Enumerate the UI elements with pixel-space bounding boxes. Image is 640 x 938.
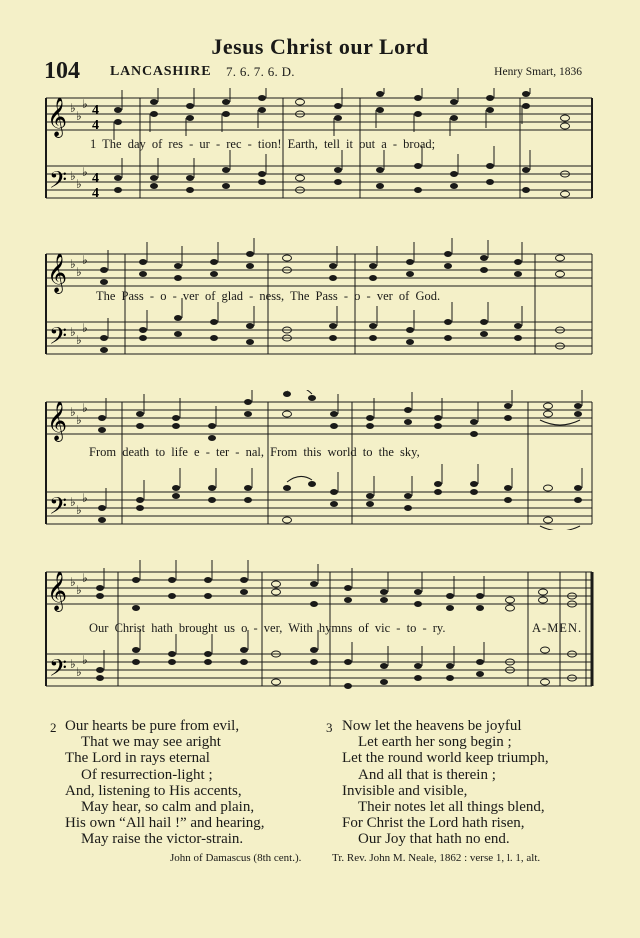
svg-text:♭: ♭	[70, 325, 76, 339]
composer-credit: Henry Smart, 1836	[494, 66, 582, 78]
hymn-number: 104	[44, 58, 80, 84]
verse-line: Their notes let all things blend,	[358, 799, 545, 816]
svg-text:♭: ♭	[82, 491, 88, 505]
svg-text:♭: ♭	[70, 495, 76, 509]
bass-clef-icon: 𝄢	[49, 656, 68, 687]
svg-text:♭: ♭	[76, 333, 82, 347]
verse-line: And all that is therein ;	[358, 766, 496, 783]
svg-text:♭: ♭	[76, 177, 82, 191]
treble-clef-icon: 𝄞	[47, 255, 68, 292]
lyric-line-1: 1 The day of res - ur - rec - tion! Earth, tell it out a - broad;	[90, 137, 436, 151]
svg-text:4: 4	[92, 103, 99, 118]
svg-text:♭: ♭	[70, 169, 76, 183]
svg-text:♭: ♭	[76, 265, 82, 279]
treble-clef-icon: 𝄞	[47, 573, 68, 610]
meter: 7. 6. 7. 6. D.	[226, 64, 295, 79]
bass-clef-icon: 𝄢	[49, 494, 68, 525]
svg-text:♭: ♭	[82, 165, 88, 179]
verse-2	[50, 718, 330, 848]
verse-line: Let the round world keep triumph,	[342, 750, 549, 767]
svg-text:♭: ♭	[82, 653, 88, 667]
svg-text:♭: ♭	[70, 657, 76, 671]
svg-text:♭: ♭	[82, 321, 88, 335]
verse-line: For Christ the Lord hath risen,	[342, 815, 525, 832]
treble-clef-icon: 𝄞	[47, 403, 68, 440]
svg-text:♭: ♭	[70, 575, 76, 589]
verse-line: Now let the heavens be joyful	[342, 718, 522, 734]
svg-text:♭: ♭	[70, 405, 76, 419]
verse-number: 3	[326, 720, 333, 735]
treble-staff	[46, 98, 592, 130]
svg-text:♭: ♭	[82, 97, 88, 111]
svg-text:♭: ♭	[82, 401, 88, 415]
svg-text:4: 4	[92, 118, 99, 133]
svg-text:♭: ♭	[70, 257, 76, 271]
note-stems	[114, 88, 530, 178]
lyric-line-2: The Pass - o - ver of glad - ness, The Pass - o - ver of God.	[96, 289, 441, 303]
verse-line: The Lord in rays eternal	[65, 750, 210, 767]
amen-label: A-MEN.	[532, 621, 583, 635]
verse-line: And, listening to His accents,	[65, 782, 242, 799]
lyric-line-4: Our Christ hath brought us o - ver, With hymns of vic - to - ry.	[89, 621, 446, 635]
svg-text:♭: ♭	[76, 665, 82, 679]
author-attribution: John of Damascus (8th cent.).	[170, 852, 302, 864]
verse-line: Let earth her song begin ;	[358, 734, 512, 751]
svg-text:4: 4	[92, 186, 99, 201]
svg-text:♭: ♭	[76, 109, 82, 123]
bass-clef-icon: 𝄢	[49, 168, 68, 199]
translator-attribution: Tr. Rev. John M. Neale, 1862 : verse 1, l. 1, alt.	[332, 852, 541, 864]
verse-line: Our hearts be pure from evil,	[65, 718, 240, 734]
bass-clef-icon: 𝄢	[49, 324, 68, 355]
verse-line: That we may see aright	[81, 734, 221, 751]
lyric-line-3: From death to life e - ter - nal, From this world to the sky,	[89, 445, 420, 459]
svg-text:♭: ♭	[76, 503, 82, 517]
tune-name: LANCASHIRE	[110, 64, 212, 79]
verse-line: His own “All hail !” and hearing,	[65, 815, 265, 832]
svg-text:♭: ♭	[82, 571, 88, 585]
svg-text:4: 4	[92, 171, 99, 186]
verse-number: 2	[50, 720, 57, 735]
page-title: Jesus Christ our Lord	[211, 34, 429, 59]
svg-text:♭: ♭	[76, 413, 82, 427]
bass-staff	[46, 166, 592, 198]
verse-line: Our Joy that hath no end.	[358, 831, 510, 848]
treble-clef-icon: 𝄞	[47, 99, 68, 136]
music-system-3	[0, 390, 640, 530]
verse-line: Invisible and visible,	[342, 782, 468, 799]
verse-line: May raise the victor-strain.	[81, 831, 244, 848]
verse-line: May hear, so calm and plain,	[81, 799, 255, 816]
svg-text:♭: ♭	[76, 583, 82, 597]
svg-text:♭: ♭	[70, 101, 76, 115]
verse-3	[326, 718, 616, 848]
svg-text:♭: ♭	[82, 253, 88, 267]
verse-line: Of resurrection-light ;	[81, 766, 213, 783]
